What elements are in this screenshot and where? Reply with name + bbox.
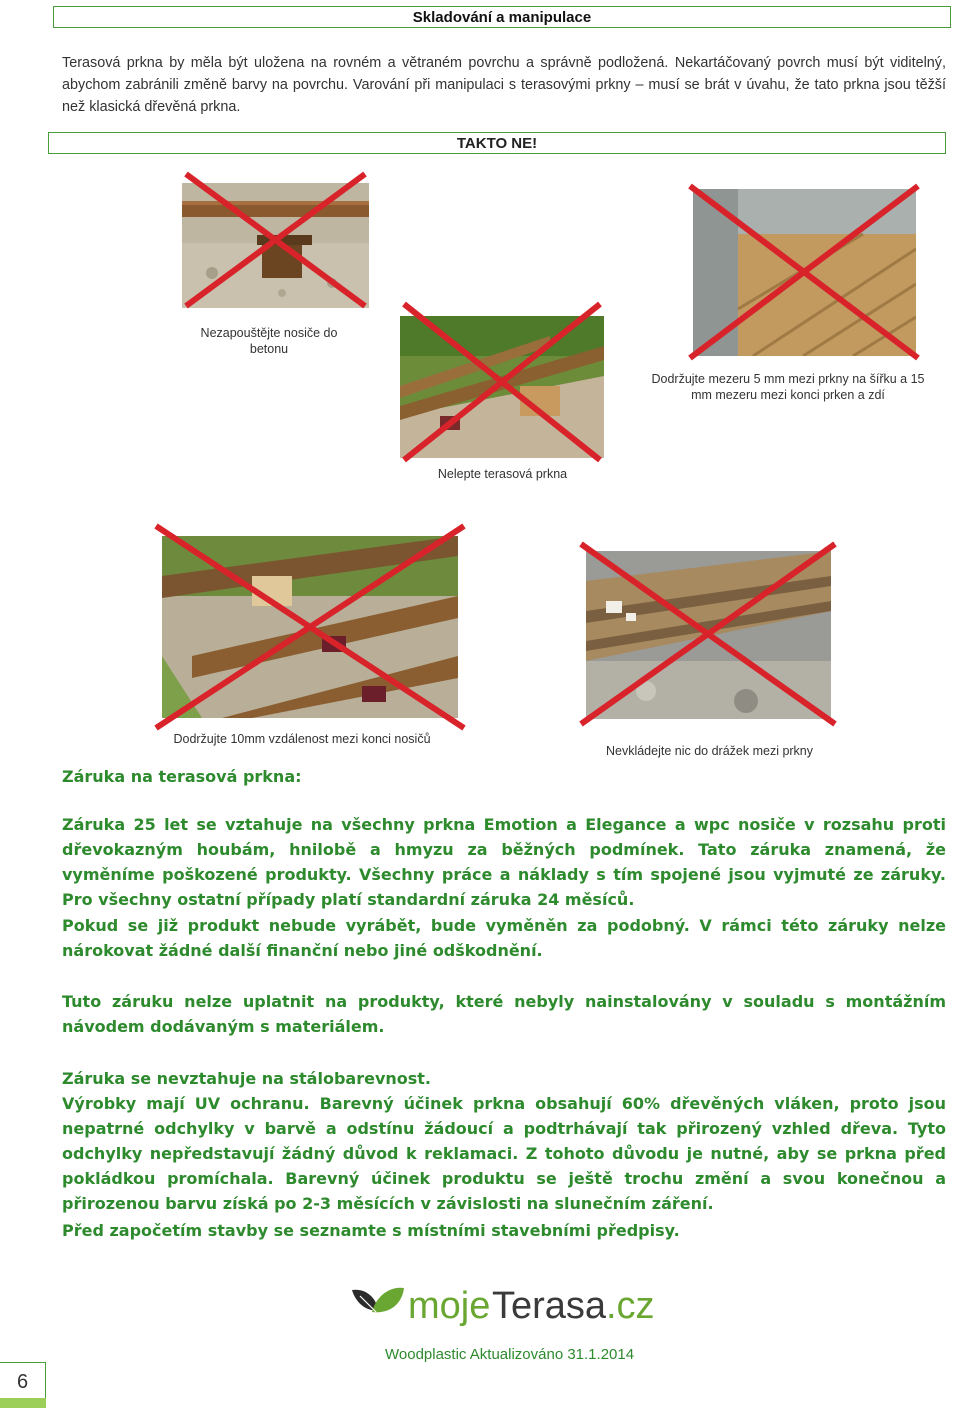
- warranty-paragraph-3: Tuto záruku nelze uplatnit na produkty, které nebyly nainstalovány v souladu s montážním návodem dodávaným s materiálem.: [62, 992, 946, 1036]
- warning-box: TAKTO NE!: [48, 132, 946, 154]
- section-title: Skladování a manipulace: [53, 6, 951, 28]
- logo-text-cz: .cz: [606, 1285, 655, 1327]
- caption-photo-4: Dodržujte 10mm vzdálenost mezi konci nosičů: [173, 732, 431, 746]
- warranty-paragraph-4: Výrobky mají UV ochranu. Barevný účinek prkna obsahují 60% dřevěných vláken, proto jsou nepatrné odchylky v barvě a odstínu žádoucí a podtrhávají tak přirozený vzhled dřeva. Tyto odchylky nepředstavují žádný důvod k reklamaci. Z tohoto důvodu je nutné, aby se prkna před pokládkou promíchala. Barevný účinek produktu se ještě trochu změní a svou konečnou a přirozenou barvu získá po 2-3 měsících v závislosti na slunečním záření.: [62, 1094, 946, 1213]
- caption-photo-2: Dodržujte mezeru 5 mm mezi prkny na šířku a 15 mm mezeru mezi konci prken a zdí: [651, 372, 925, 402]
- footer-text: Woodplastic Aktualizováno 31.1.2014: [385, 1346, 635, 1363]
- page-number: 6: [0, 1362, 46, 1400]
- mojeterasa-logo: [350, 1282, 660, 1330]
- photo-wall-gap: [693, 189, 916, 356]
- caption-photo-5: Nevkládejte nic do drážek mezi prkny: [605, 744, 814, 758]
- page-number-bar: [0, 1398, 46, 1408]
- photo-joist-spacing: [162, 536, 458, 718]
- warranty-paragraph-1: Záruka 25 let se vztahuje na všechny prkna Emotion a Elegance a wpc nosiče v rozsahu proti dřevokazným houbám, hnilobě a hmyzu za běžných podmínek. Tato záruka znamená, že vyměníme poškozené produkty. Všechny práce a náklady s tím spojené jsou vyjmuté ze záruky. Pro všechny ostatní případy platí standardní záruka 24 měsíců.: [62, 815, 946, 909]
- warranty-heading: Záruka na terasová prkna:: [62, 767, 302, 786]
- warranty-paragraph-2: Pokud se již produkt nebude vyrábět, bude vyměněn za podobný. V rámci této záruky nelze nárokovat žádné další finanční nebo jiné odškodnění.: [62, 916, 946, 960]
- photo-beams-in-concrete: [182, 183, 369, 308]
- logo-text-terasa: Terasa: [492, 1285, 607, 1327]
- warranty-paragraph-4-title: Záruka se nevztahuje na stálobarevnost.: [62, 1069, 432, 1088]
- caption-photo-3: Nelepte terasová prkna: [437, 467, 568, 481]
- logo-text-moje: moje: [408, 1285, 491, 1327]
- warranty-paragraph-5: Před započetím stavby se seznamte s místními stavebními předpisy.: [62, 1221, 680, 1240]
- intro-paragraph: Terasová prkna by měla být uložena na rovném a větraném povrchu a správně podložená. Nekartáčovaný povrch musí být viditelný, abychom zabránili změně barvy na povrchu. Varování při manipulaci s terasovými prkny – musí se brát v úvahu, že tato prkna jsou těžší než klasická dřevěná prkna.: [62, 55, 946, 115]
- photo-glued-boards: [400, 316, 604, 458]
- photo-grooves: [586, 551, 831, 719]
- caption-photo-1: Nezapouštějte nosiče do betonu: [200, 326, 338, 356]
- leaf-icon: [352, 1288, 404, 1313]
